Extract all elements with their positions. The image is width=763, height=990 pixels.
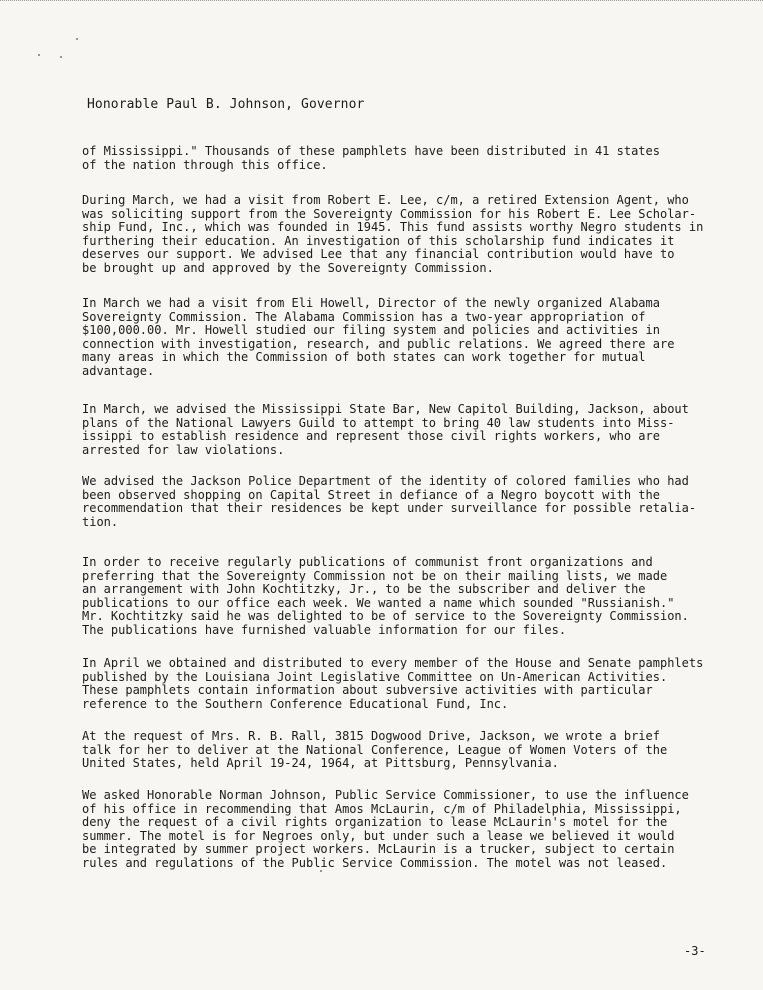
scan-border [0, 0, 763, 1]
paragraph-alabama-commission: In March we had a visit from Eli Howell, Director of the newly organized Alabama Sovereignty Commission. The Alabama Commission has a two-year appropriation of $100,000.00. Mr. Howell studied our filing system and policies and activities in connection with investigation, research, and public relations. We agreed there are many areas in which the Commission of both states can work together for mutual advantage. [82, 296, 675, 378]
paragraph-louisiana-pamphlets: In April we obtained and distributed to every member of the House and Senate pamphlets published by the Louisiana Joint Legislative Committee on Un-American Activities. These pamphlets contain information about subversive activities with particular reference to the Southern Conference Educational Fund, Inc. [82, 656, 704, 711]
scan-speck [76, 38, 78, 40]
paragraph-pamphlets: of Mississippi." Thousands of these pamphlets have been distributed in 41 states of the nation through this office. [82, 144, 660, 172]
letter-header: Honorable Paul B. Johnson, Governor [87, 97, 365, 112]
scan-speck [38, 54, 40, 56]
paragraph-publications: In order to receive regularly publications of communist front organizations and preferring that the Sovereignty Commission not be on their mailing lists, we made an arrangement with John Kochtitzky, Jr., to be the subscriber and deliver the publications to our office each week. We wanted a name which sounded "Russianish." Mr. Kochtitzky said he was delighted to be of service to the Sovereignty Commission. The publications have furnished valuable information for our files. [82, 555, 689, 637]
scan-speck [60, 56, 62, 58]
paragraph-state-bar: In March, we advised the Mississippi State Bar, New Capitol Building, Jackson, about plans of the National Lawyers Guild to attempt to bring 40 law students into Miss- issippi to establish residence and represent those civil rights workers, who are arrested for law violations. [82, 402, 689, 457]
page-number: -3- [684, 944, 706, 958]
paragraph-scholarship-fund: During March, we had a visit from Robert E. Lee, c/m, a retired Extension Agent, who was soliciting support from the Sovereignty Commission for his Robert E. Lee Scholar- ship Fund, Inc., which was founded in 1945. This fund assists worthy Negro students in furthering their education. An investigation of this scholarship fund indicates it deserves our support. We advised Lee that any financial contribution would have to be brought up and approved by the Sovereignty Commission. [82, 193, 704, 275]
paragraph-police-department: We advised the Jackson Police Department of the identity of colored families who had been observed shopping on Capital Street in defiance of a Negro boycott with the recommendation that their residences be kept under surveillance for possible retalia- tion. [82, 474, 697, 529]
paragraph-league-of-women-voters: At the request of Mrs. R. B. Rall, 3815 Dogwood Drive, Jackson, we wrote a brief talk for her to deliver at the National Conference, League of Women Voters of the United States, held April 19-24, 1964, at Pittsburg, Pennsylvania. [82, 729, 668, 771]
paragraph-motel-lease: We asked Honorable Norman Johnson, Public Service Commissioner, to use the influence of his office in recommending that Amos McLaurin, c/m of Philadelphia, Mississippi, deny the request of a civil rights organization to lease McLaurin's motel for the summer. The motel is for Negroes only, but under such a lease we believed it would be integrated by summer project workers. McLaurin is a trucker, subject to certain rules and regulations of the Public Service Commission. The motel was not leased. [82, 788, 689, 870]
